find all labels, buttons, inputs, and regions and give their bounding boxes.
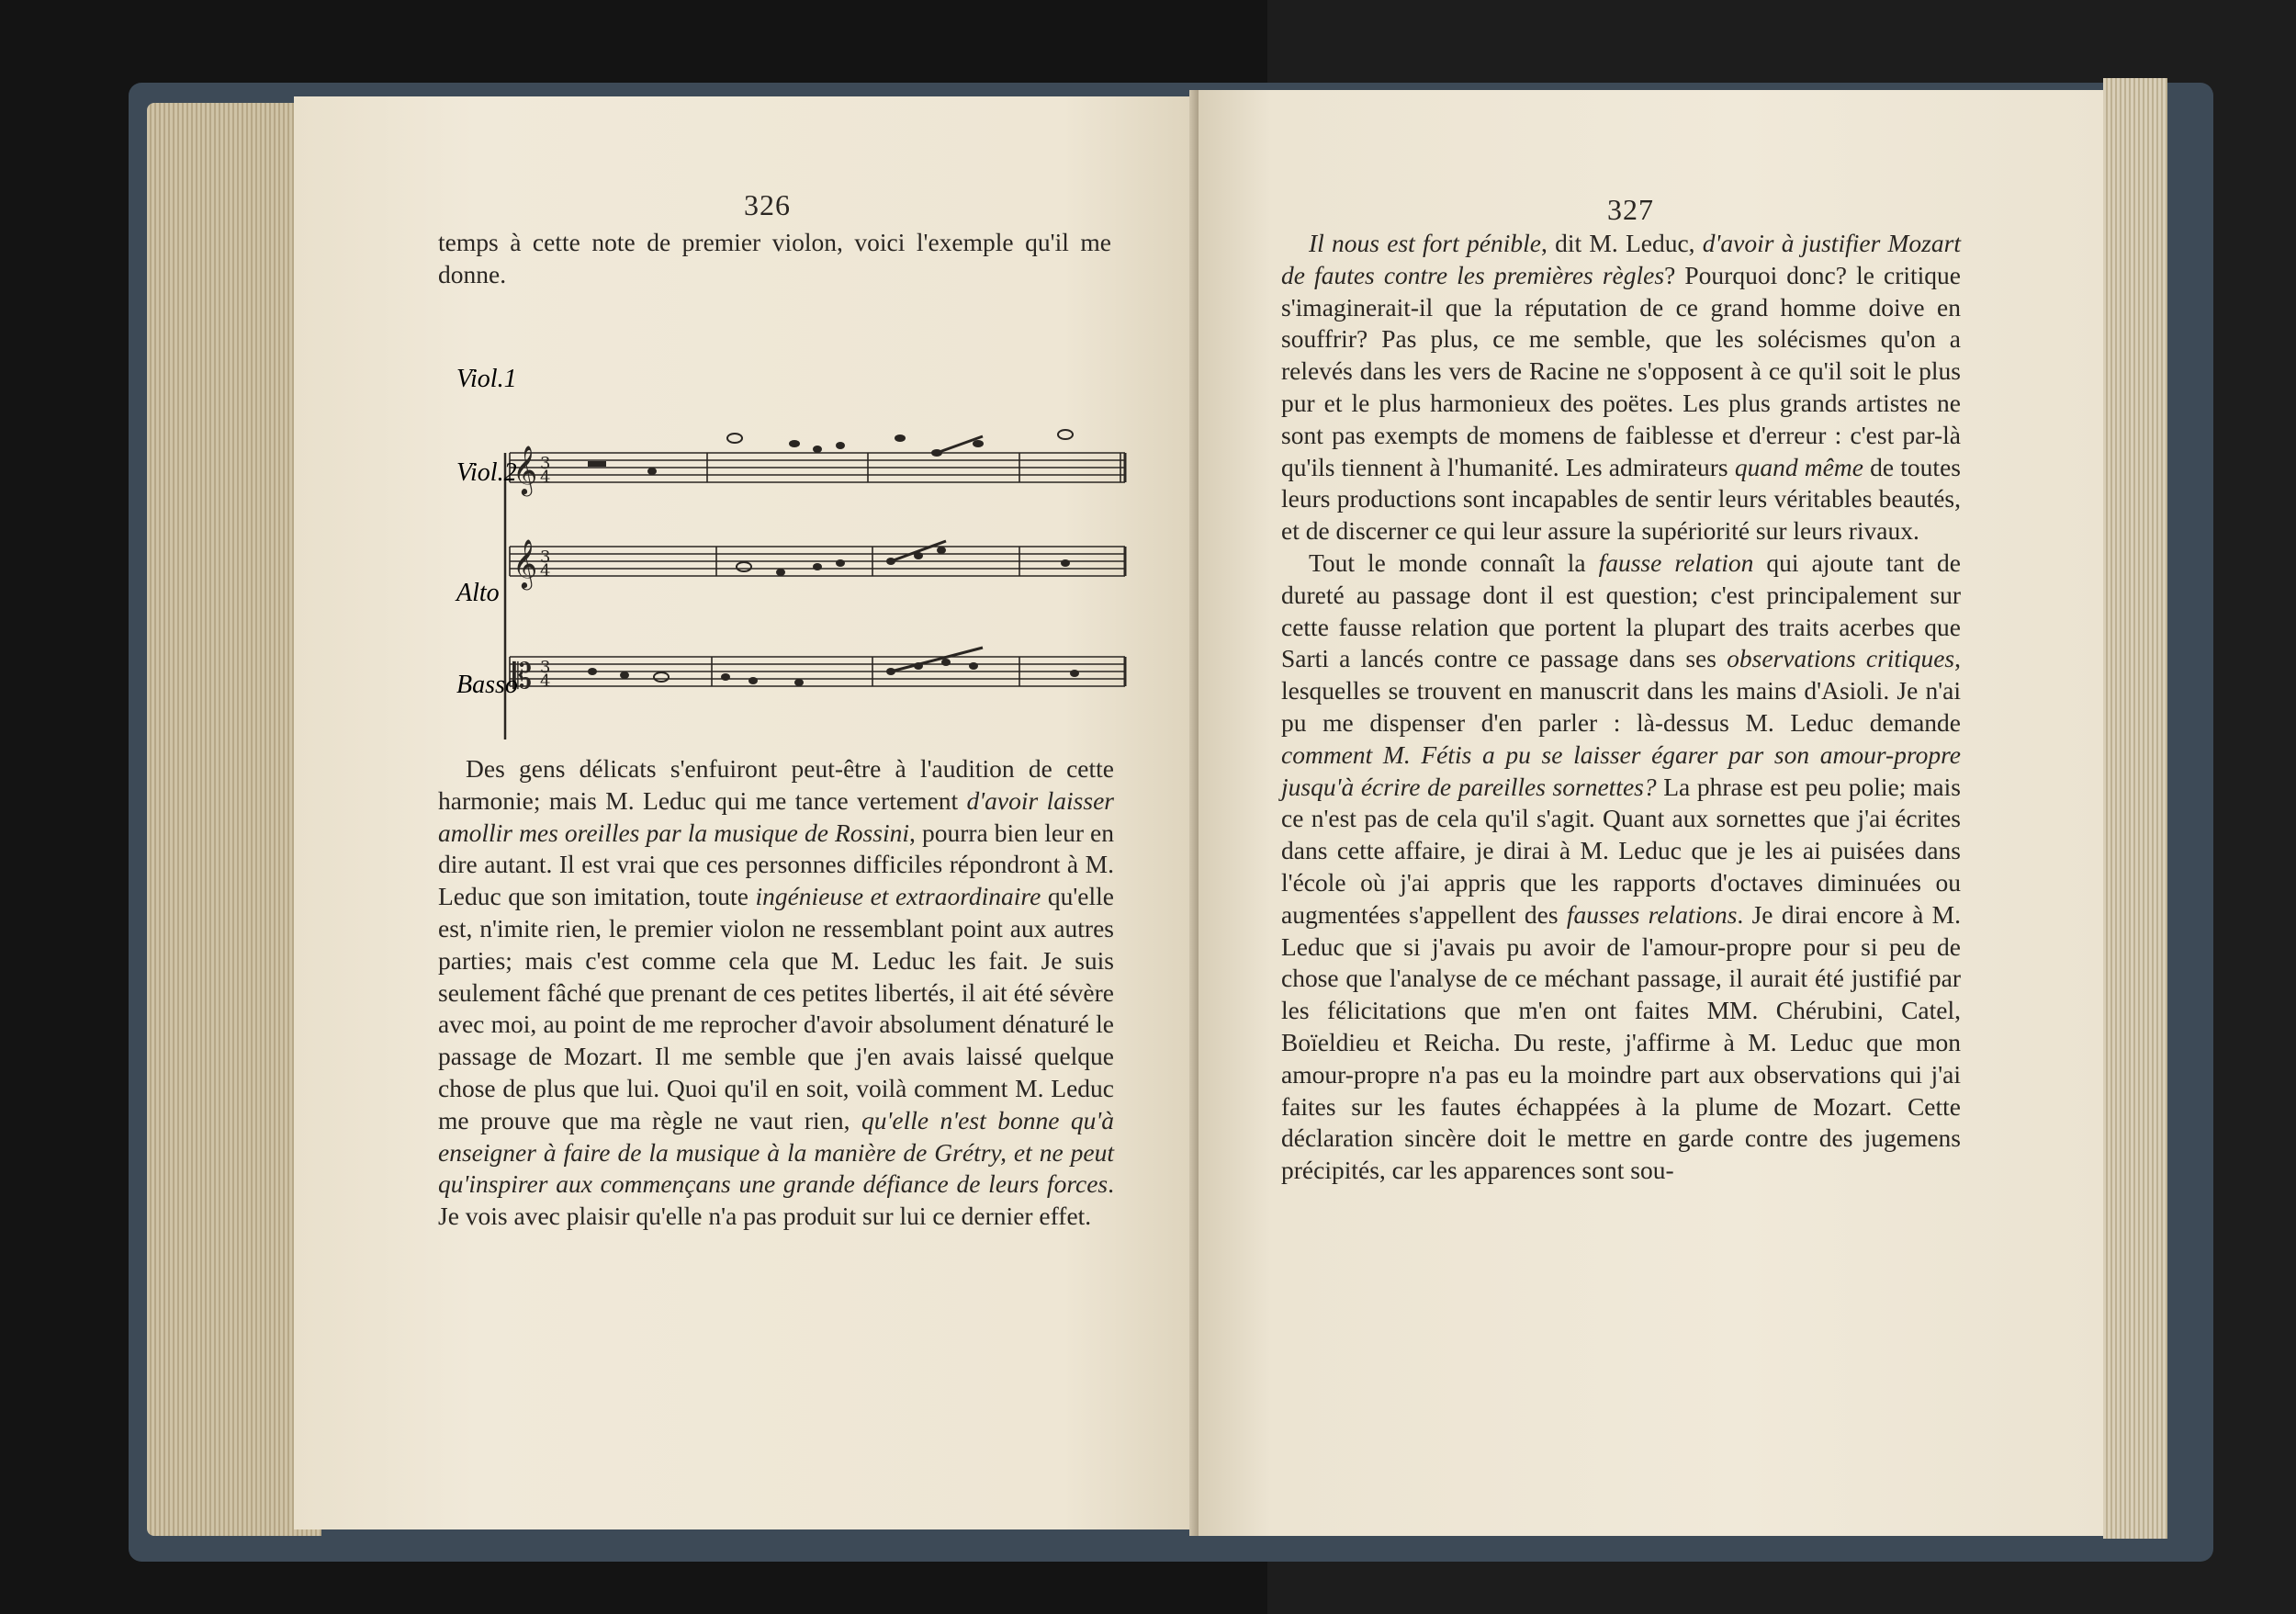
page-number: 327 [1607, 193, 1654, 226]
svg-text:𝄞: 𝄞 [512, 538, 538, 588]
paragraph-intro: temps à cette note de premier violon, voici l'exemple qu'il me donne. [438, 228, 1111, 288]
svg-text:3: 3 [540, 547, 551, 567]
staff-alto [510, 657, 1125, 686]
svg-text:𝄡: 𝄡 [512, 656, 533, 696]
page-block-edge-right [2103, 78, 2167, 1539]
left-page [294, 96, 1199, 1529]
svg-text:𝄞: 𝄞 [512, 445, 538, 494]
score-svg [432, 335, 1130, 739]
staff-label-alto: Alto [456, 579, 500, 607]
svg-text:4: 4 [540, 672, 551, 691]
svg-text:3: 3 [540, 454, 551, 473]
svg-text:4: 4 [540, 561, 551, 581]
staff-label-viol1: Viol.1 [456, 365, 517, 393]
music-score [432, 335, 1130, 739]
staff-violin-2 [510, 547, 1125, 576]
paragraph-main: Des gens délicats s'enfuiront peut-être à l'audition de cette harmonie; mais M. Leduc qui me tance vertement d'avoir laisser amollir mes oreilles par la musique de Rossini, pourra bien leur en dire autant. Il est vrai que ces personnes difficiles répondront à M. Leduc que son imitation, toute ingénieuse et extraordinaire qu'elle est, n'imite rien, le premier violon ne ressemblant point aux autres parties; mais c'est comme cela que M. Leduc les fait. Je suis seulement fâché que prenant de ces petites libertés, il ait été sévère avec moi, au point de me reprocher d'avoir absolument dénaturé le passage de Mozart. Il me semble que j'en avais laissé quelque chose de plus que lui. Quoi qu'il en soit, voilà comment M. Leduc me prouve que ma règle ne vaut rien, qu'elle n'est bonne qu'à enseigner à faire de la musique à la manière de Grétry, et ne peut qu'inspirer aux commençans une grande défiance de leurs forces. Je vois avec plaisir qu'elle n'a pas produit sur lui ce dernier effet. [438, 754, 1115, 1231]
svg-text:4: 4 [540, 468, 551, 487]
right-page [1199, 90, 2103, 1536]
page-number: 326 [744, 188, 791, 221]
staff-label-basso: Basso [456, 671, 518, 699]
staff-label-viol2: Viol.2 [456, 458, 517, 487]
svg-text:3: 3 [540, 658, 551, 677]
staff-violin-1 [510, 453, 1125, 482]
right-page-body [1281, 228, 1961, 1187]
paragraph-2: Tout le monde connaît la fausse relation qui ajoute tant de dureté au passage dont il est question; c'est principalement sur cette fausse relation que portent la plupart des traits acerbes que Sarti a lancés contre ce passage dans ses observations critiques, lesquelles se trouvent en manuscrit dans les mains d'Asioli. Je n'ai pu me dispenser d'en parler : là-dessus M. Leduc demande comment M. Fétis a pu se laisser égarer par son amour-propre jusqu'à écrire de pareilles sornettes? La phrase est peu polie; mais ce n'est pas de cela qu'il s'agit. Quant aux sornettes que j'ai écrites dans cette affaire, je dirai à M. Leduc que je les ai puisées dans l'école où j'ai appris que les rapports d'octaves diminuées ou augmentées s'appellent des fausses relations. Je dirai encore à M. Leduc que si j'avais pu avoir de l'amour-propre pour si peu de chose que l'analyse de ce méchant passage, il aurait été justifié par les félicitations que m'en ont faites MM. Chérubini, Catel, Boïeldieu et Reicha. Du reste, j'affirme à M. Leduc que mon amour-propre n'a pas eu la moindre part aux observations qui j'ai faites sur les fautes échappées à la plume de Mozart. Cette déclaration sincère doit le mettre en garde contre des jugemens précipités, car les apparences sont sou- [1281, 547, 1961, 1185]
paragraph-1: Il nous est fort pénible, dit M. Leduc, d'avoir à justifier Mozart de fautes contre les premières règles? Pourquoi donc? le critique s'imaginerait-il que la réputation de ce grand homme doive en souffrir? Pas plus, ce me semble, que les solécismes qu'on a relevés dans les vers de Racine ne s'opposent à ce qu'il soit le plus pur et le plus harmonieux des poëtes. Les plus grands artistes ne sont pas exempts de momens de faiblesse et d'erreur : c'est par-là qu'ils tiennent à l'humanité. Les admirateurs quand même de toutes leurs productions sont incapables de sentir leurs véritables beautés, et de discerner ce qui leur assure la supériorité sur leurs rivaux. [1281, 229, 1961, 546]
